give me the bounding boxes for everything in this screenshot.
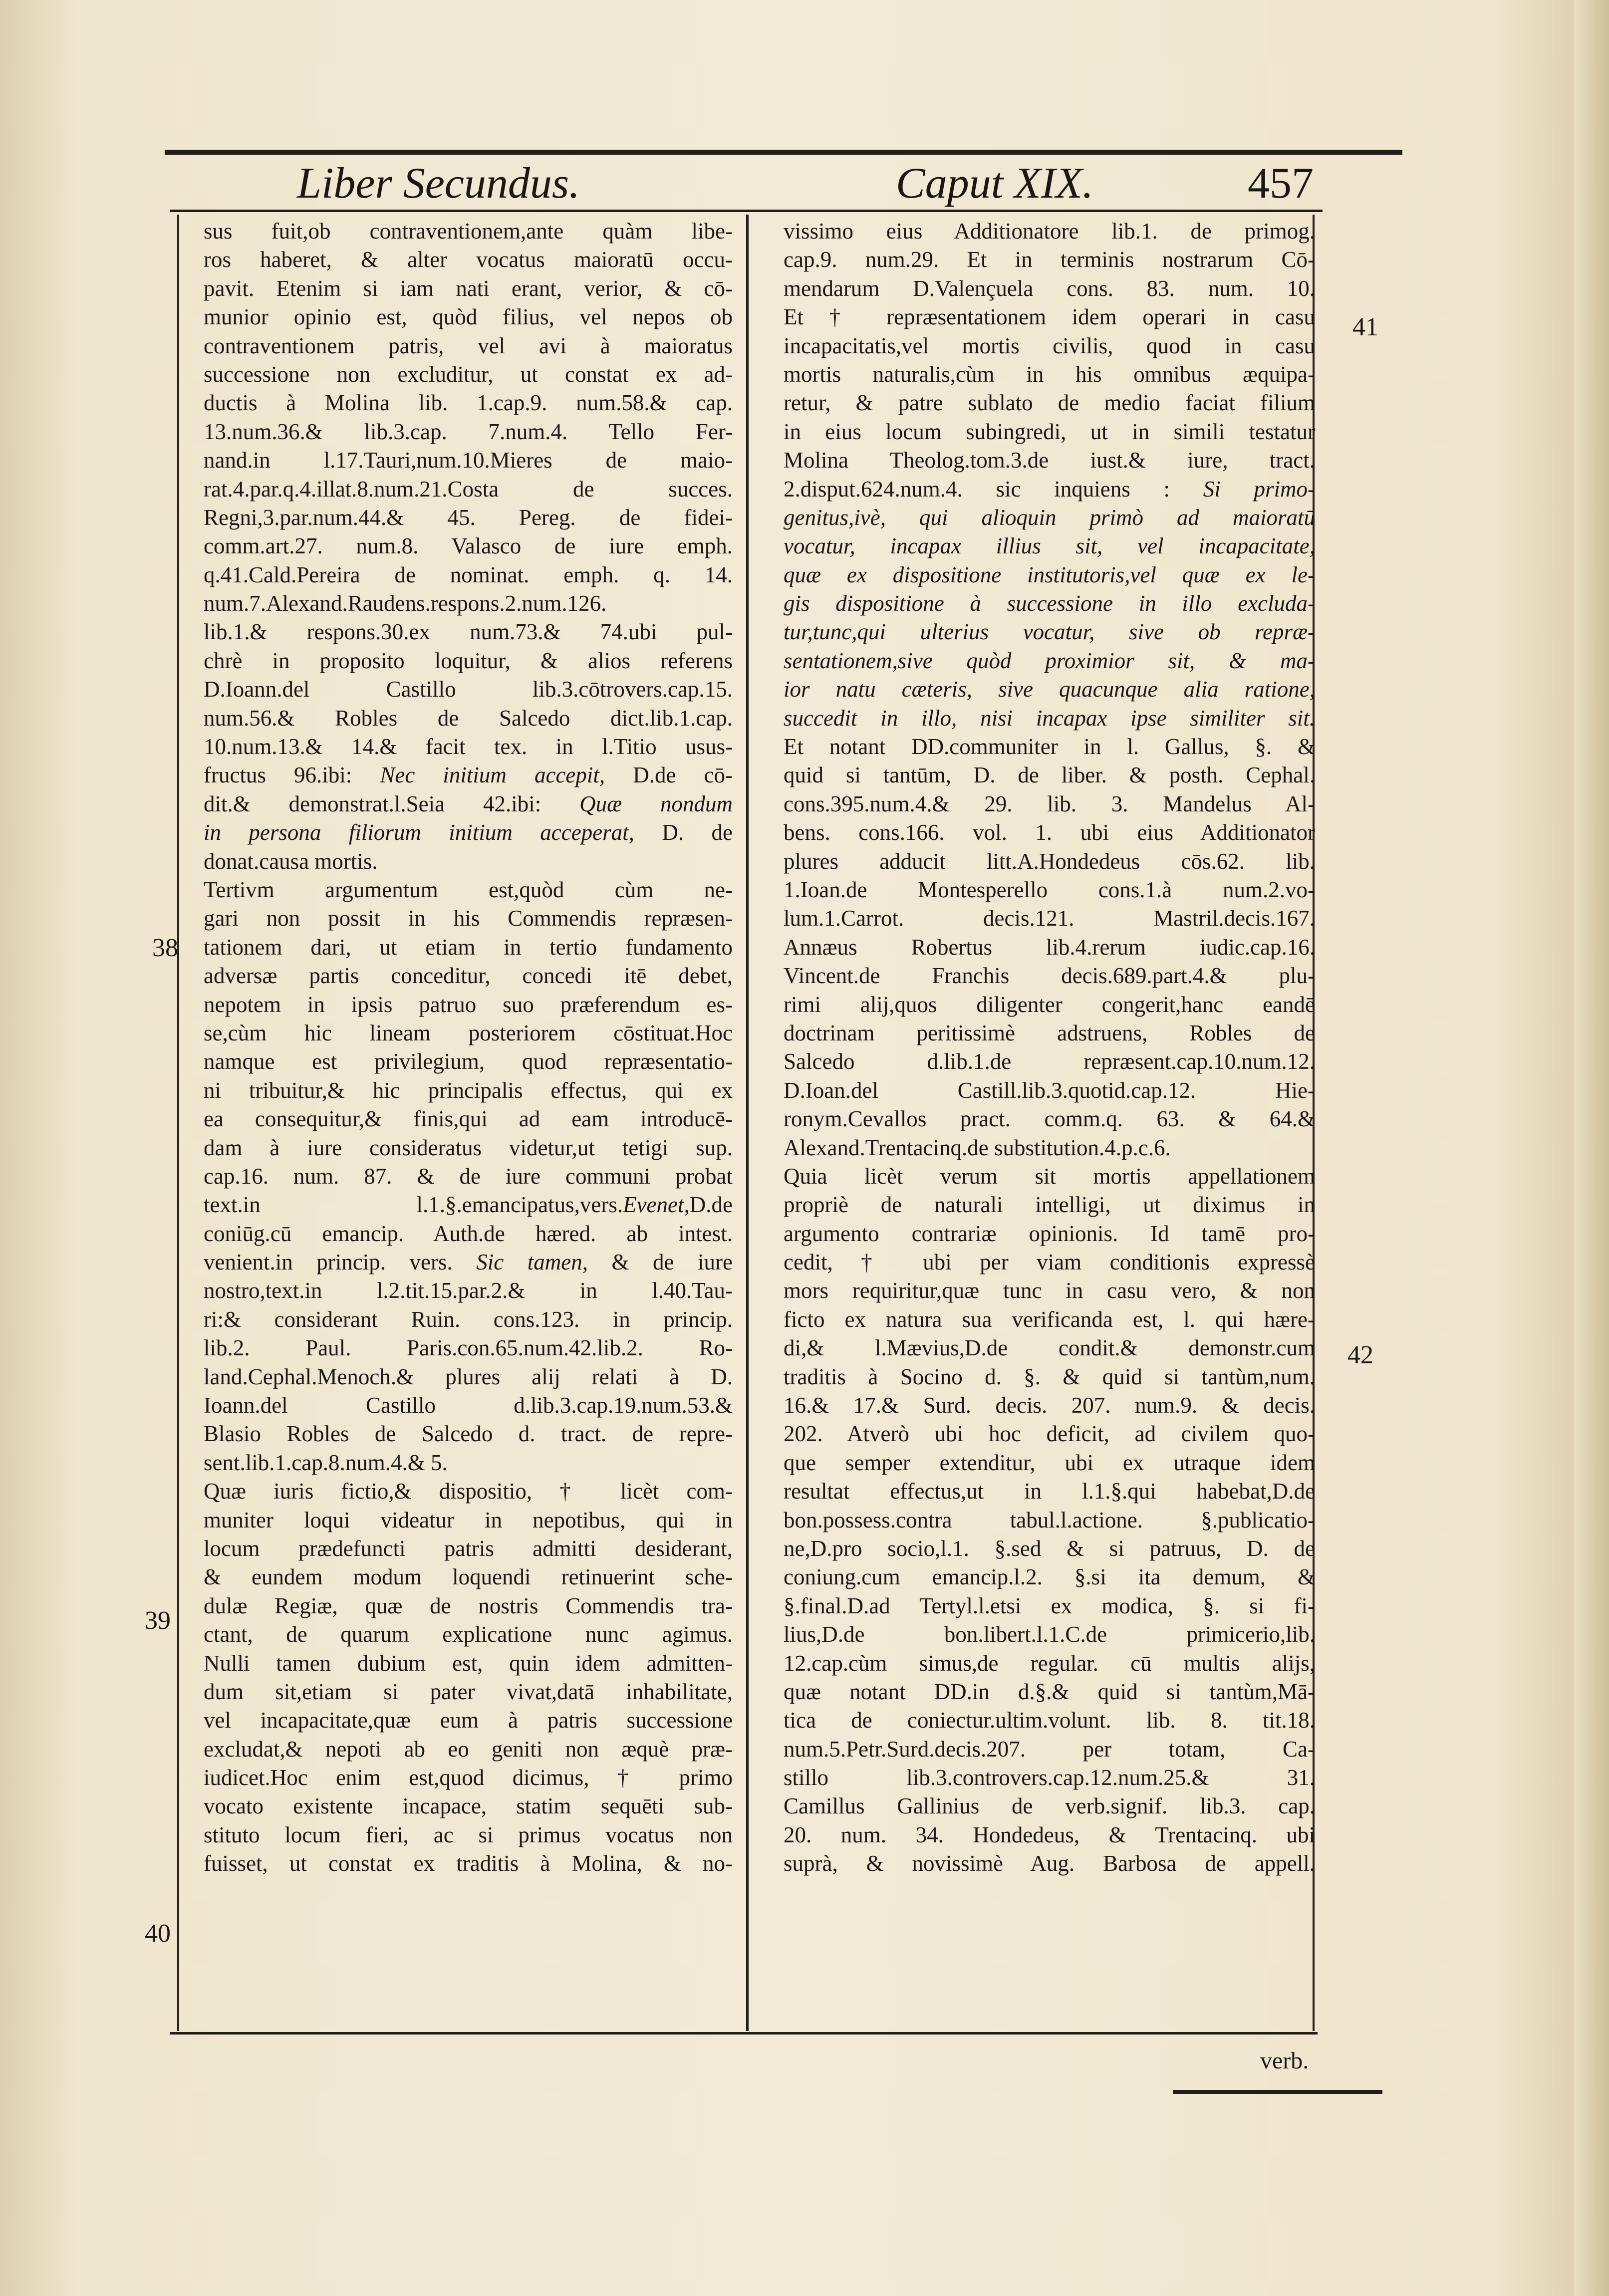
text-run: quæ notant DD.in d.§.& quid si tantùm,Mā- [784, 1679, 1315, 1704]
running-head-book: Liber Secundus. [297, 159, 580, 208]
margin-number-42: 42 [1347, 1341, 1373, 1369]
text-run: mortis naturalis,cùm in his omnibus æquipa- [784, 361, 1315, 387]
text-run: ficto ex natura sua verificanda est, l. qui hære- [784, 1306, 1315, 1332]
text-line [204, 561, 733, 589]
text-line [784, 446, 1315, 475]
text-run: fructus 96.ibi: [204, 763, 380, 788]
text-line [204, 1363, 733, 1391]
text-line [784, 360, 1315, 389]
text-run: lib.2. Paul. Paris.con.65.num.42.lib.2. Ro- [204, 1335, 733, 1361]
text-run: coniung.cum emancip.l.2. §.si ita demum, & [784, 1564, 1315, 1590]
text-line [204, 1506, 733, 1534]
text-run: nand.in l.17.Tauri,num.10.Mieres de maio- [204, 448, 733, 473]
text-run: munior opinio est, quòd filius, vel nepos ob [204, 304, 733, 330]
text-line [784, 904, 1315, 933]
text-line [784, 733, 1315, 761]
text-run: D.de cō- [605, 763, 733, 788]
text-run: dum sit,etiam si pater vivat,datā inhabilitate, [204, 1679, 733, 1704]
text-line [204, 1134, 733, 1162]
text-line [204, 1792, 733, 1820]
text-line [204, 647, 733, 675]
text-run: adversæ partis conceditur, concedi itē debet, [204, 963, 733, 989]
text-run: Et notant DD.communiter in l. Gallus, §. & [784, 734, 1315, 760]
text-line [784, 790, 1315, 818]
text-run: ctant, de quarum explicatione nunc agimus. [204, 1622, 733, 1647]
text-run: D.Ioann.del Castillo lib.3.cōtrovers.cap.15. [204, 677, 733, 702]
text-line [204, 618, 733, 646]
text-line [784, 647, 1315, 675]
text-line [784, 704, 1315, 733]
text-line [784, 1449, 1315, 1477]
text-run: rat.4.par.q.4.illat.8.num.21.Costa de succes. [204, 476, 733, 502]
text-line [204, 904, 733, 933]
text-run: dulæ Regiæ, quæ de nostris Commendis tra- [204, 1593, 733, 1618]
text-run: vissimo eius Additionatore lib.1. de primog. [784, 219, 1315, 244]
text-run: vel incapacitate,quæ eum à patris successione [204, 1708, 733, 1733]
text-line [784, 561, 1315, 589]
text-line [784, 1792, 1315, 1820]
text-run: muniter loqui videatur in nepotibus, qui in [204, 1507, 733, 1532]
text-line [784, 1334, 1315, 1362]
text-line [204, 1220, 733, 1248]
italic-run: genitus,ivè, qui alioquin primò ad maioratū [784, 505, 1315, 530]
text-run: mors requiritur,quæ tunc in casu vero, & non [784, 1278, 1315, 1303]
text-line [784, 1764, 1315, 1792]
text-run: Molina Theolog.tom.3.de iust.& iure, tract. [784, 448, 1315, 473]
italic-run: vocatur, incapax illius sit, vel incapacitate, [784, 533, 1315, 559]
text-line [784, 1849, 1315, 1878]
text-run: dit.& demonstrat.l.Seia 42.ibi: [204, 791, 580, 816]
text-line [204, 1248, 733, 1276]
text-run: excludat,& nepoti ab eo geniti non æquè præ- [204, 1736, 733, 1762]
text-line [204, 217, 733, 246]
text-run: D.de [689, 1192, 733, 1218]
text-run: q.41.Cald.Pereira de nominat. emph. q. 14. [204, 562, 733, 587]
text-line [204, 818, 733, 847]
text-line [784, 847, 1315, 876]
text-line [784, 1821, 1315, 1849]
text-line [784, 962, 1315, 990]
text-run: contraventionem patris, vel avi à maioratus [204, 333, 733, 358]
text-line [204, 733, 733, 761]
text-line [784, 217, 1315, 246]
text-line [784, 618, 1315, 646]
text-line [784, 675, 1315, 704]
text-line [784, 246, 1315, 274]
italic-run: succedit in illo, nisi incapax ipse similiter sit. [784, 705, 1315, 731]
text-line [204, 847, 733, 876]
text-run: bon.possess.contra tabul.l.actione. §.publicatio- [784, 1507, 1315, 1532]
text-run: ronym.Cevallos pract. comm.q. 63. & 64.& [784, 1106, 1315, 1132]
text-run: tica de coniectur.ultim.volunt. lib. 8. tit.18. [784, 1708, 1315, 1733]
text-run: Vincent.de Franchis decis.689.part.4.& plu- [784, 963, 1315, 989]
italic-run: gis dispositione à successione in illo excluda- [784, 591, 1315, 616]
text-line [784, 876, 1315, 904]
text-run: chrè in proposito loquitur, & alios referens [204, 648, 733, 673]
text-run: text.in l.1.§.emancipatus,vers. [204, 1192, 623, 1218]
text-line [204, 1449, 733, 1477]
bottom-rule [170, 2032, 1318, 2035]
italic-run: ior natu cæteris, sive quacunque alia ratione, [784, 677, 1315, 702]
text-run: ea consequitur,& finis,qui ad eam introducē- [204, 1106, 733, 1132]
text-line [784, 1620, 1315, 1649]
text-run: mendarum D.Valençuela cons. 83. num. 10. [784, 275, 1315, 301]
text-line [784, 1162, 1315, 1191]
text-run: donat.causa mortis. [204, 848, 378, 874]
text-line [784, 1220, 1315, 1248]
text-line [204, 1305, 733, 1334]
text-run: , & de iure [582, 1250, 733, 1275]
text-line [784, 532, 1315, 560]
text-line [204, 761, 733, 789]
text-line [784, 1305, 1315, 1334]
italic-run: in persona filiorum initium acceperat [204, 820, 629, 845]
folio-number: 457 [1248, 159, 1314, 208]
text-line [204, 332, 733, 360]
text-run: & eundem modum loquendi retinuerint sche- [204, 1564, 733, 1590]
text-run: cap.16. num. 87. & de iure communi probat [204, 1163, 733, 1189]
text-run: 20. num. 34. Hondedeus, & Trentacinq. ubi [784, 1822, 1315, 1847]
text-run: incapacitatis,vel mortis civilis, quod in casu [784, 333, 1315, 358]
italic-run: tur,tunc,qui ulterius vocatur, sive ob repræ- [784, 619, 1315, 645]
text-line [784, 1506, 1315, 1534]
text-run: lib.1.& respons.30.ex num.73.& 74.ubi pul- [204, 619, 733, 645]
text-line [204, 1821, 733, 1849]
text-line [204, 1477, 733, 1506]
text-line [784, 1649, 1315, 1678]
text-line [784, 274, 1315, 303]
text-line [204, 1162, 733, 1191]
text-line [784, 1105, 1315, 1133]
text-line [784, 389, 1315, 417]
text-line [784, 1592, 1315, 1620]
text-line [784, 504, 1315, 532]
text-line [204, 274, 733, 303]
right-column-text [784, 217, 1315, 1878]
text-line [204, 1047, 733, 1076]
text-line [784, 1076, 1315, 1105]
text-line [204, 1563, 733, 1591]
text-run: num.56.& Robles de Salcedo dict.lib.1.cap. [204, 705, 733, 731]
text-line [204, 446, 733, 475]
text-run: venient.in princip. vers. [204, 1250, 477, 1275]
text-line [784, 991, 1315, 1019]
text-line [204, 1105, 733, 1133]
text-run: locum prædefuncti patris admitti desiderant, [204, 1535, 733, 1561]
text-run: Nulli tamen dubium est, quin idem admitten- [204, 1650, 733, 1676]
text-line [784, 1391, 1315, 1420]
running-head-chapter: Caput XIX. [896, 159, 1093, 208]
text-line [784, 418, 1315, 446]
text-run: nepotem in ipsis patruo suo præferendum es- [204, 992, 733, 1017]
text-run: traditis à Socino d. §. & quid si tantùm,num. [784, 1364, 1315, 1389]
text-run: di,& l.Mævius,D.de condit.& demonstr.cum [784, 1335, 1315, 1361]
text-run: num.5.Petr.Surd.decis.207. per totam, Ca- [784, 1736, 1315, 1762]
text-line [204, 1735, 733, 1764]
text-line [204, 704, 733, 733]
text-run: dam à iure consideratus videtur,ut tetigi sup. [204, 1135, 733, 1160]
text-line [784, 1735, 1315, 1764]
text-run: iudicet.Hoc enim est,quod dicimus, † primo [204, 1765, 733, 1790]
text-run: successione non excluditur, ut constat ex ad- [204, 361, 733, 387]
text-line [204, 1849, 733, 1878]
left-frame-rule [177, 215, 179, 2031]
text-run: ductis à Molina lib. 1.cap.9. num.58.& cap. [204, 390, 733, 416]
margin-number-40: 40 [145, 1919, 171, 1948]
header-rule [170, 210, 1323, 212]
text-run: quid si tantūm, D. de liber. & posth. Cephal. [784, 763, 1315, 788]
text-line [204, 1076, 733, 1105]
text-line [784, 1248, 1315, 1276]
text-run: Ioann.del Castillo d.lib.3.cap.19.num.53.& [204, 1393, 733, 1418]
text-run: ros haberet, & alter vocatus maioratū occu- [204, 247, 733, 272]
text-run: Quia licèt verum sit mortis appellationem [784, 1163, 1315, 1189]
text-run: nostro,text.in l.2.tit.15.par.2.& in l.40.Tau- [204, 1278, 733, 1303]
italic-run: Quæ nondum [579, 791, 733, 816]
text-run: 1.Ioan.de Montesperello cons.1.à num.2.vo- [784, 877, 1315, 902]
margin-number-41: 41 [1352, 313, 1378, 341]
text-run: propriè de naturali intelligi, ut diximus in [784, 1192, 1315, 1218]
text-run: cap.9. num.29. Et in terminis nostrarum Cō- [784, 247, 1315, 272]
text-line [784, 1134, 1315, 1162]
text-line [204, 1620, 733, 1649]
italic-run: Sic tamen [476, 1250, 582, 1275]
margin-number-39: 39 [145, 1606, 171, 1635]
text-line [784, 1678, 1315, 1706]
catchword: verb. [1260, 2047, 1309, 2074]
text-line [784, 933, 1315, 962]
text-run: Salcedo d.lib.1.de repræsent.cap.10.num.12. [784, 1049, 1315, 1074]
text-line [204, 1191, 733, 1219]
text-run: Annæus Robertus lib.4.rerum iudic.cap.16. [784, 934, 1315, 960]
text-line [784, 761, 1315, 789]
text-line [204, 1649, 733, 1678]
text-run: Tertivm argumentum est,quòd cùm ne- [204, 877, 733, 902]
italic-run: Evenet, [623, 1192, 690, 1218]
text-run: stillo lib.3.controvers.cap.12.num.25.& 31. [784, 1765, 1315, 1790]
text-run: vocato existente incapace, statim sequēti sub- [204, 1793, 733, 1819]
text-line [204, 675, 733, 704]
text-run: rimi alij,quos diligenter congerit,hanc eandē [784, 992, 1315, 1017]
text-run: tationem dari, ut etiam in tertio fundamento [204, 934, 733, 960]
text-run: cons.395.num.4.& 29. lib. 3. Mandelus Al- [784, 791, 1315, 816]
text-run: Blasio Robles de Salcedo d. tract. de repre- [204, 1421, 733, 1447]
text-line [204, 1534, 733, 1563]
text-run: 13.num.36.& lib.3.cap. 7.num.4. Tello Fer- [204, 419, 733, 444]
text-line [204, 1420, 733, 1448]
top-rule [165, 150, 1402, 155]
text-line [204, 303, 733, 331]
text-line [204, 475, 733, 504]
text-run: sent.lib.1.cap.8.num.4.& 5. [204, 1450, 448, 1475]
text-run: Et † repræsentationem idem operari in casu [784, 304, 1315, 330]
page-gutter-shadow [1574, 0, 1609, 2296]
left-column-text [204, 217, 733, 1878]
margin-number-38: 38 [152, 934, 178, 962]
text-line [784, 1563, 1315, 1591]
catchword-rule [1173, 2090, 1382, 2094]
text-run: 2.disput.624.num.4. sic inquiens : [784, 476, 1203, 502]
text-line [784, 1477, 1315, 1506]
text-run: Alexand.Trentacinq.de substitution.4.p.c.6. [784, 1135, 1171, 1160]
text-line [204, 1391, 733, 1420]
text-run: num.7.Alexand.Raudens.respons.2.num.126. [204, 591, 607, 616]
text-run: lius,D.de bon.libert.l.1.C.de primicerio,lib. [784, 1622, 1315, 1647]
text-line [204, 418, 733, 446]
text-run: land.Cephal.Menoch.& plures alij relati à D. [204, 1364, 733, 1389]
text-run: ni tribuitur,& hic principalis effectus, qui ex [204, 1077, 733, 1103]
italic-run: Nec initium accepit, [380, 763, 605, 788]
text-run: fuisset, ut constat ex traditis à Molina, & no- [204, 1851, 733, 1876]
text-run: §.final.D.ad Tertyl.l.etsi ex modica, §. si fi- [784, 1593, 1315, 1618]
text-line [204, 962, 733, 990]
text-run: namque est privilegium, quod repræsentatio- [204, 1049, 733, 1074]
text-line [784, 818, 1315, 847]
italic-run: quæ ex dispositione institutoris,vel quæ ex le- [784, 562, 1315, 587]
text-run: gari non possit in his Commendis repræsen- [204, 906, 733, 931]
text-line [784, 1019, 1315, 1047]
text-run: lum.1.Carrot. decis.121. Mastril.decis.167. [784, 906, 1315, 931]
text-line [204, 246, 733, 274]
text-line [784, 1420, 1315, 1448]
text-run: 202. Atverò ubi hoc deficit, ad civilem quo- [784, 1421, 1315, 1447]
text-run: bens. cons.166. vol. 1. ubi eius Additionator [784, 820, 1315, 845]
text-line [204, 1764, 733, 1792]
text-line [204, 1276, 733, 1305]
text-line [204, 1678, 733, 1706]
text-line [784, 303, 1315, 331]
text-run: Quæ iuris fictio,& dispositio, † licèt com- [204, 1479, 733, 1504]
text-line [784, 332, 1315, 360]
text-line [204, 933, 733, 962]
text-line [784, 1276, 1315, 1305]
text-run: resultat effectus,ut in l.1.§.qui habebat,D.de [784, 1479, 1315, 1504]
text-run: in eius locum subingredi, ut in simili testatur [784, 419, 1315, 444]
text-line [204, 504, 733, 532]
column-divider-rule [746, 215, 749, 2031]
text-line [204, 389, 733, 417]
text-line [784, 475, 1315, 504]
text-line [204, 790, 733, 818]
text-line [204, 589, 733, 618]
text-line [784, 1047, 1315, 1076]
text-run: 12.cap.cùm simus,de regular. cū multis alijs, [784, 1650, 1315, 1676]
text-line [204, 1592, 733, 1620]
text-line [204, 1706, 733, 1735]
text-run: ne,D.pro socio,l.1. §.sed & si patruus, D. de [784, 1535, 1315, 1561]
text-line [204, 532, 733, 560]
text-line [784, 1191, 1315, 1219]
text-run: pavit. Etenim si iam nati erant, verior, & cō- [204, 275, 733, 301]
text-run: se,cùm hic lineam posteriorem cōstituat.Hoc [204, 1020, 733, 1045]
text-run: Regni,3.par.num.44.& 45. Pereg. de fidei- [204, 505, 733, 530]
text-run: 10.num.13.& 14.& facit tex. in l.Titio usus- [204, 734, 733, 760]
text-run: comm.art.27. num.8. Valasco de iure emph. [204, 533, 733, 559]
text-run: suprà, & novissimè Aug. Barbosa de appell. [784, 1851, 1315, 1876]
text-run: D.Ioan.del Castill.lib.3.quotid.cap.12. Hie- [784, 1077, 1315, 1103]
text-run: , D. de [628, 820, 733, 845]
text-run: que semper extenditur, ubi ex utraque idem [784, 1450, 1315, 1475]
text-run: coniūg.cū emancip. Auth.de hæred. ab intest. [204, 1221, 733, 1246]
text-run: sus fuit,ob contraventionem,ante quàm libe- [204, 219, 733, 244]
text-line [784, 1534, 1315, 1563]
text-run: cedit, † ubi per viam conditionis expressè [784, 1250, 1315, 1275]
text-run: Camillus Gallinius de verb.signif. lib.3. cap. [784, 1793, 1315, 1819]
text-run: argumento contrariæ opinionis. Id tamē pro- [784, 1221, 1315, 1246]
text-run: plures adducit litt.A.Hondedeus cōs.62. lib. [784, 848, 1315, 874]
text-line [204, 876, 733, 904]
text-line [784, 589, 1315, 618]
text-line [204, 1019, 733, 1047]
text-run: retur, & patre sublato de medio faciat filium [784, 390, 1315, 416]
text-line [784, 1706, 1315, 1735]
italic-run: Si primo- [1203, 476, 1315, 502]
text-line [784, 1363, 1315, 1391]
italic-run: sentationem,sive quòd proximior sit, & ma- [784, 648, 1315, 673]
text-line [204, 991, 733, 1019]
text-run: doctrinam peritissimè adstruens, Robles de [784, 1020, 1315, 1045]
text-line [204, 360, 733, 389]
text-run: ri:& considerant Ruin. cons.123. in princip. [204, 1306, 733, 1332]
text-line [204, 1334, 733, 1362]
text-run: 16.& 17.& Surd. decis. 207. num.9. & decis. [784, 1393, 1315, 1418]
text-run: stituto locum fieri, ac si primus vocatus non [204, 1822, 733, 1847]
